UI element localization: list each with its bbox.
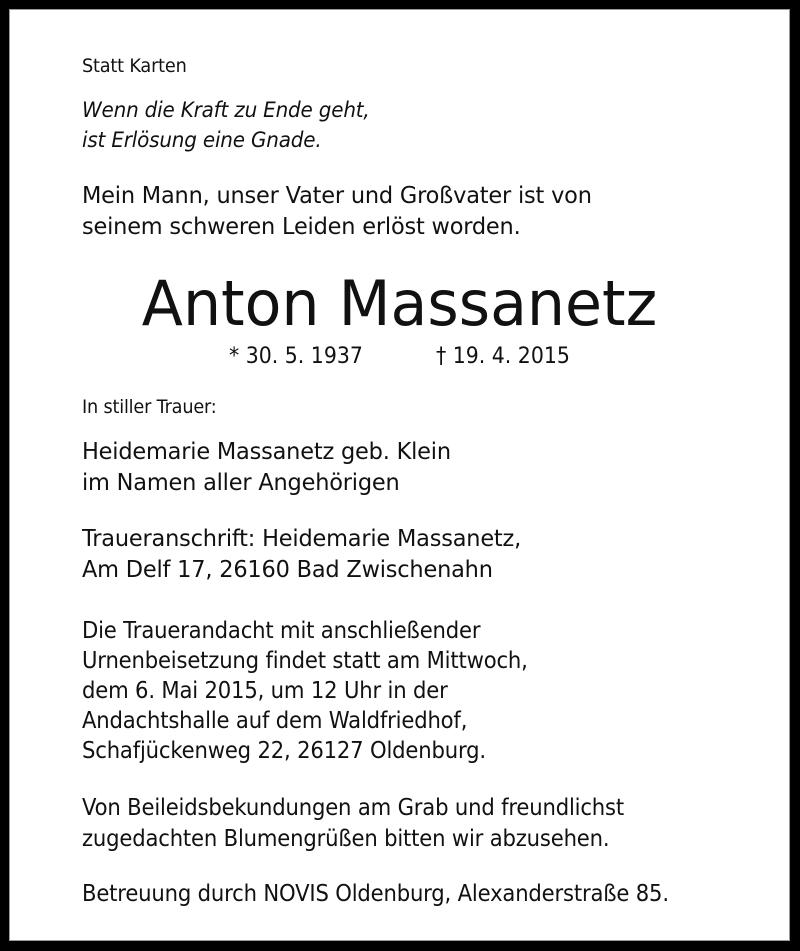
service-line-3: dem 6. Mai 2015, um 12 Uhr in der [82,676,448,704]
intro-line-1: Mein Mann, unser Vater und Großvater ist von [82,181,592,209]
service-line-4: Andachtshalle auf dem Waldfriedhof, [82,706,468,734]
deceased-name: Anton Massanetz [141,267,658,340]
mourning-label: In stiller Trauer: [82,396,217,418]
address-line-2: Am Delf 17, 26160 Bad Zwischenahn [82,555,493,583]
mourner-line-1: Heidemarie Massanetz geb. Klein [82,437,451,465]
verse-line-1: Wenn die Kraft zu Ende geht, [82,98,370,122]
intro-line-2: seinem schweren Leiden erlöst worden. [82,212,521,240]
death-date: † 19. 4. 2015 [436,344,570,369]
service-line-2: Urnenbeisetzung findet statt am Mittwoch, [82,646,528,674]
header-text: Statt Karten [82,55,187,77]
obituary-notice [9,9,790,941]
birth-date: * 30. 5. 1937 [229,344,363,369]
undertaker-text: Betreuung durch NOVIS Oldenburg, Alexanderstraße 85. [82,879,669,907]
service-line-1: Die Trauerandacht mit anschließender [82,616,481,644]
condolence-line-2: zugedachten Blumengrüßen bitten wir abzusehen. [82,824,610,852]
address-line-1: Traueranschrift: Heidemarie Massanetz, [82,524,522,552]
mourner-line-2: im Namen aller Angehörigen [82,468,400,496]
service-line-5: Schafjückenweg 22, 26127 Oldenburg. [82,736,486,764]
verse-line-2: ist Erlösung eine Gnade. [82,128,322,152]
condolence-line-1: Von Beileidsbekundungen am Grab und freundlichst [82,793,624,821]
